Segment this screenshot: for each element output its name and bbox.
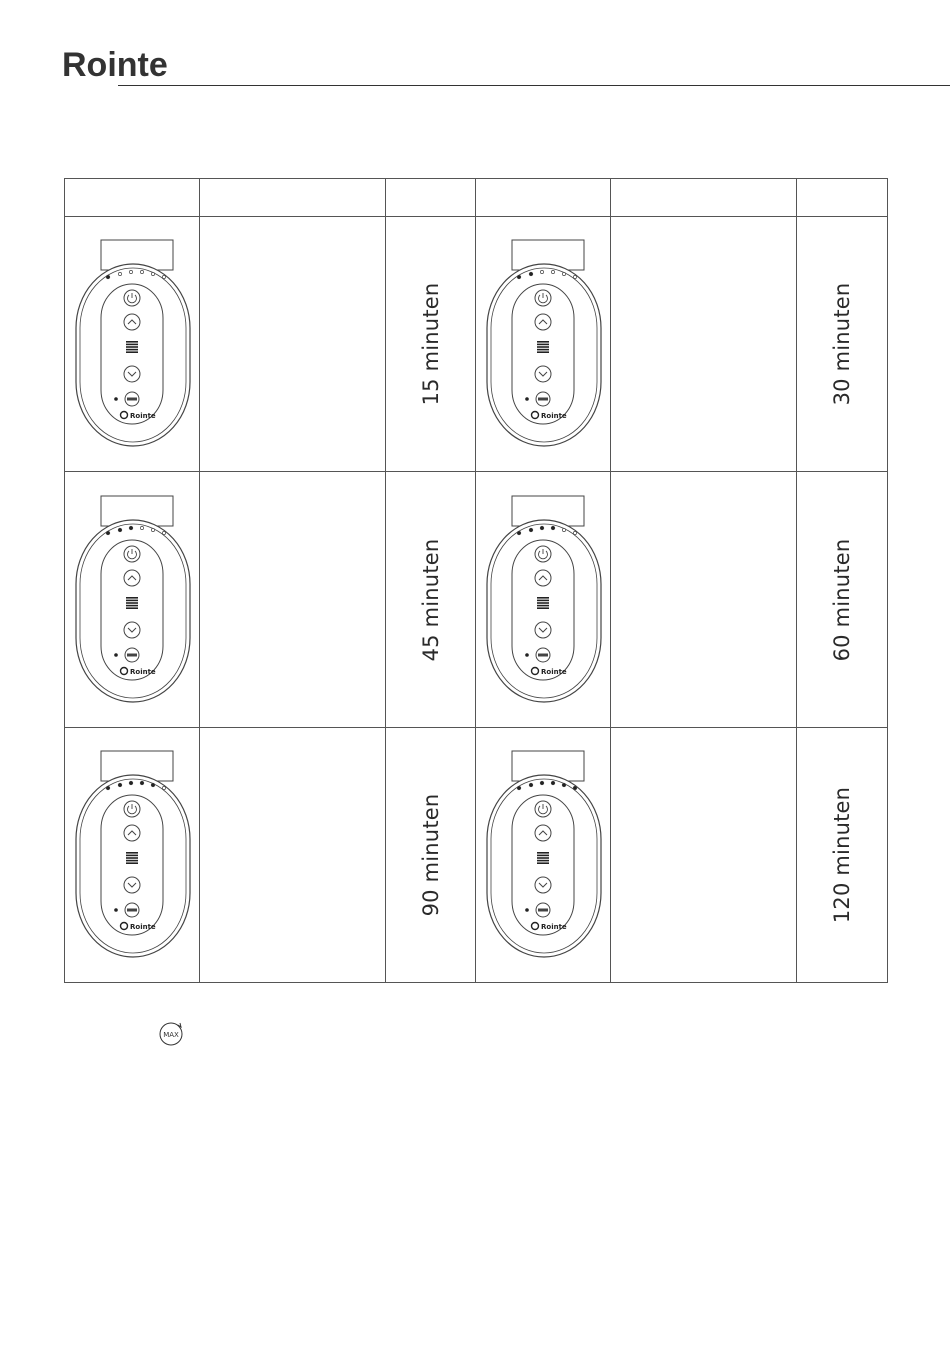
timer-dot-indicator	[573, 531, 576, 534]
timer-dot-indicator	[129, 271, 132, 274]
max-active-dot	[525, 653, 529, 657]
timer-dot-indicator	[540, 526, 544, 530]
thermostat-device	[476, 490, 610, 710]
device-illustration-cell	[65, 472, 200, 727]
max-mark	[127, 908, 137, 911]
description-cell	[611, 217, 797, 472]
display-bar	[126, 862, 138, 864]
display-bar	[537, 599, 549, 601]
up-button	[124, 825, 140, 841]
table-row	[65, 472, 888, 727]
header-cell	[200, 179, 386, 217]
timer-dot-indicator	[140, 781, 144, 785]
max-mark	[127, 398, 137, 401]
max-mark	[538, 653, 548, 656]
timer-dot-indicator	[529, 528, 533, 532]
display-bar	[126, 852, 138, 854]
display-bar	[126, 349, 138, 351]
timer-dot-indicator	[529, 272, 533, 276]
timer-dot-indicator	[151, 783, 155, 787]
rointe-logo	[62, 46, 212, 82]
device-brand-label: Rointe	[541, 667, 567, 676]
duration-label: 30 minuten	[830, 282, 854, 406]
device-illustration-cell	[65, 727, 200, 982]
thermostat-device	[65, 745, 199, 965]
duration-cell	[797, 472, 888, 727]
table-header-row	[65, 179, 888, 217]
device-brand-label: Rointe	[130, 667, 156, 676]
timer-dot-indicator	[551, 781, 555, 785]
duration-cell	[797, 727, 888, 982]
display-bar	[537, 607, 549, 609]
down-button	[124, 877, 140, 893]
description-cell	[611, 472, 797, 727]
timer-dot-indicator	[151, 273, 154, 276]
timer-dot-indicator	[551, 526, 555, 530]
max-active-dot	[114, 653, 118, 657]
display-bar	[537, 854, 549, 856]
display-bar	[537, 344, 549, 346]
timer-dot-indicator	[562, 273, 565, 276]
thermostat-device	[65, 490, 199, 710]
down-button	[124, 622, 140, 638]
device-illustration-cell	[65, 217, 200, 472]
device-brand-label: Rointe	[541, 412, 567, 421]
timer-dot-indicator	[517, 275, 521, 279]
up-button	[535, 570, 551, 586]
display-bar	[537, 604, 549, 606]
display-bar	[126, 604, 138, 606]
timer-dot-indicator	[529, 783, 533, 787]
timer-table	[64, 178, 888, 983]
display-bar	[126, 860, 138, 862]
display-bar	[126, 344, 138, 346]
up-button	[124, 314, 140, 330]
timer-dot-indicator	[118, 528, 122, 532]
table-row	[65, 217, 888, 472]
down-button	[535, 877, 551, 893]
timer-dot-indicator	[106, 275, 110, 279]
device-brand-label: Rointe	[130, 922, 156, 931]
timer-dot-indicator	[106, 531, 110, 535]
duration-label: 120 minuten	[830, 786, 854, 923]
down-button	[124, 366, 140, 382]
display-bar	[537, 852, 549, 854]
description-cell	[200, 217, 386, 472]
up-button	[535, 314, 551, 330]
duration-label: 15 minuten	[418, 282, 443, 406]
timer-dot-indicator	[118, 273, 121, 276]
thermostat-device	[476, 745, 610, 965]
display-bar	[537, 597, 549, 599]
device-illustration-cell	[476, 472, 611, 727]
timer-dot-indicator	[151, 528, 154, 531]
duration-cell	[386, 727, 476, 982]
timer-dot-indicator	[129, 781, 133, 785]
max-mark	[127, 653, 137, 656]
header-cell	[797, 179, 888, 217]
display-bar	[537, 862, 549, 864]
timer-dot-indicator	[517, 786, 521, 790]
device-illustration-cell	[476, 727, 611, 982]
description-cell	[200, 472, 386, 727]
thermostat-device	[476, 234, 610, 454]
header-cell	[611, 179, 797, 217]
duration-cell	[797, 217, 888, 472]
timer-dot-indicator	[162, 531, 165, 534]
max-active-dot	[525, 908, 529, 912]
thermostat-drawing	[481, 234, 605, 454]
duration-label: 60 minuten	[830, 538, 854, 661]
display-bar	[126, 346, 138, 348]
device-illustration-cell	[476, 217, 611, 472]
down-button	[535, 622, 551, 638]
up-button	[535, 825, 551, 841]
down-button	[535, 366, 551, 382]
max-mark	[538, 908, 548, 911]
duration-cell	[386, 217, 476, 472]
timer-dot-indicator	[573, 276, 576, 279]
max-active-dot	[114, 908, 118, 912]
display-bar	[537, 602, 549, 604]
timer-dot-indicator	[140, 271, 143, 274]
duration-label: 45 minuten	[418, 538, 443, 661]
timer-dot-indicator	[562, 783, 566, 787]
device-brand-label: Rointe	[130, 412, 156, 421]
header-cell	[476, 179, 611, 217]
up-button	[124, 570, 140, 586]
table-row	[65, 727, 888, 982]
max-boost-icon	[159, 1021, 187, 1047]
display-bar	[537, 857, 549, 859]
display-bar	[126, 602, 138, 604]
timer-dot-indicator	[129, 526, 133, 530]
timer-dot-indicator	[551, 271, 554, 274]
display-bar	[537, 352, 549, 354]
device-brand-label: Rointe	[541, 922, 567, 931]
display-bar	[126, 607, 138, 609]
timer-dot-indicator	[162, 276, 165, 279]
display-bar	[537, 860, 549, 862]
thermostat-device	[65, 234, 199, 454]
display-bar	[126, 341, 138, 343]
display-bar	[126, 857, 138, 859]
display-bar	[537, 346, 549, 348]
thermostat-drawing	[481, 745, 605, 965]
max-mark	[538, 398, 548, 401]
header-cell	[65, 179, 200, 217]
timer-dot-indicator	[140, 526, 143, 529]
max-active-dot	[114, 397, 118, 401]
timer-dot-indicator	[106, 786, 110, 790]
header-rule	[118, 85, 950, 86]
timer-dot-indicator	[162, 786, 165, 789]
thermostat-drawing	[70, 745, 194, 965]
max-icon-label: MAX	[163, 1031, 179, 1039]
timer-dot-indicator	[540, 781, 544, 785]
duration-cell	[386, 472, 476, 727]
thermostat-drawing	[70, 234, 194, 454]
header-cell	[386, 179, 476, 217]
timer-dot-indicator	[517, 531, 521, 535]
timer-dot-indicator	[118, 783, 122, 787]
description-cell	[200, 727, 386, 982]
description-cell	[611, 727, 797, 982]
timer-dot-indicator	[562, 528, 565, 531]
max-active-dot	[525, 397, 529, 401]
duration-label: 90 minuten	[418, 793, 443, 917]
display-bar	[126, 597, 138, 599]
timer-dot-indicator	[573, 786, 577, 790]
timer-dot-indicator	[540, 271, 543, 274]
thermostat-drawing	[70, 490, 194, 710]
display-bar	[126, 599, 138, 601]
display-bar	[537, 349, 549, 351]
thermostat-drawing	[481, 490, 605, 710]
display-bar	[126, 352, 138, 354]
display-bar	[126, 854, 138, 856]
logo-text: Rointe	[62, 46, 168, 82]
display-bar	[537, 341, 549, 343]
